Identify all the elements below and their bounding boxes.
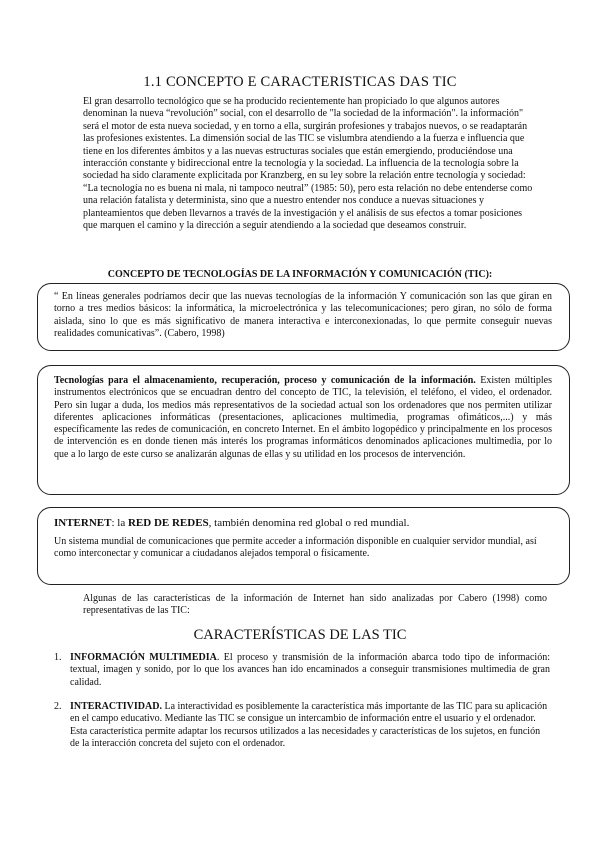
quote-box: [37, 283, 570, 351]
internet-heading: [54, 517, 552, 529]
analysis-paragraph: Algunas de las características de la información de Internet han sido analizadas por Cabero (1998) como representativas de las TIC:: [83, 593, 547, 617]
storage-text: [54, 375, 552, 461]
list-item-title: INTERACTIVIDAD.: [70, 701, 162, 712]
list-item-number: 1.: [54, 652, 62, 663]
intro-paragraph: [83, 96, 533, 232]
internet-red-de-redes: RED DE REDES: [127, 517, 209, 529]
list-item-body: [70, 701, 550, 751]
list-item-text: La interactividad es posiblemente la característica más importante de las TIC para su aplicación en el campo educativo. Mediante las TIC se consigue un intercambio de información entre el usuario y el ordenador. Esta característica permite adaptar los recursos utilizados a las necesidades y características de los sujetos, en función de la interacción concreta del sujeto con el ordenador.: [70, 701, 548, 750]
list-item-title: INFORMACIÓN MULTIMEDIA: [70, 652, 217, 663]
list-item-text: . El proceso y transmisión de la información abarca todo tipo de información: textual, imagen y sonido, por lo que los avances han ido encaminados a conseguir transmisiones multimedia de gran calidad.: [70, 652, 550, 688]
concept-heading: CONCEPTO DE TECNOLOGÍAS DE LA INFORMACIÓN Y COMUNICACIÓN (TIC):: [107, 269, 493, 280]
intro-text: El gran desarrollo tecnológico que se ha producido recientemente han propiciado lo que algunos autores denominan la nueva “revolución” social, con el desarrollo de "la sociedad de la información". la información" será el motor de esta nueva sociedad, y en torno a ella, surgirán profesiones y trabajos nuevos, o se readaptarán las profesiones existentes. La dimensión social de las TIC se vislumbra atendiendo a la fuerza e influencia que tiene en los diferentes ámbitos y a las nuevas estructuras sociales que están emergiendo, produciéndose una interacción constante y bidireccional entre la tecnología y la sociedad. La influencia de la tecnología sobre la sociedad ha sido claramente explicitada por Kranzberg, en su ley sobre la relación entre tecnología y sociedad: “La tecnología no es buena ni mala, ni tampoco neutral” (1985: 50), pero esta relación no debe entenderse como una relación fatalista y determinista, sino que a nuestro entender nos conduce a nuevas situaciones y planteamientos que deben llevarnos a través de la investigación y el análisis de sus efectos a tomar posiciones que marquen el camino y la dirección a seguir atendiendo a la sociedad que deseamos construir.: [83, 96, 533, 232]
internet-description: Un sistema mundial de comunicaciones que permite acceder a información disponible en cualquier servidor mundial, así como interconectar y comunicar a ciudadanos alejados temporal o físicamente.: [54, 536, 537, 560]
internet-label: INTERNET: [54, 517, 112, 529]
quote-text: “ En líneas generales podríamos decir que las nuevas tecnologías de la información Y comunicación son las que giran en torno a tres medios básicos: la informática, la microelectrónica y las telecomunicaciones; pero giran, no sólo de forma aislada, sino lo que es más significativo de manera interactiva e interconexionadas, lo que permite conseguir nuevas realidades comunicativas”. (Cabero, 1998): [54, 291, 552, 339]
storage-bold-lead: Tecnologías para el almacenamiento, recuperación, proceso y comunicación de la información.: [54, 375, 476, 386]
internet-rest: , también denomina red global o red mundial.: [208, 517, 410, 529]
list-item-body: [70, 652, 550, 689]
characteristics-heading: CARACTERÍSTICAS DE LAS TIC: [193, 627, 407, 643]
list-item-number: 2.: [54, 701, 62, 712]
storage-body: Existen múltiples instrumentos electrónicos que se encuadran dentro del concepto de TIC, la televisión, el teléfono, el video, el ordenador. Pero sin lugar a duda, los medios más representativos de la sociedad actual son los ordenadores que nos permiten utilizar diferentes aplicaciones informáticas (presentaciones, aplicaciones multimedia, programas ofimáticos,...) y más específicamente las redes de comunicación, en concreto Internet. En el ámbito logopédico y principalmente en los procesos de intervención es en donde tienen más interés los programas informáticos denominados aplicaciones multimedia, por lo que a lo largo de este curso se analizarán algunas de ellas y su utilidad en los procesos de intervención.: [54, 375, 552, 460]
internet-box: [37, 507, 570, 585]
storage-box: [37, 365, 570, 495]
internet-sep: : la: [111, 517, 128, 529]
page-title: 1.1 CONCEPTO E CARACTERISTICAS DAS TIC: [143, 74, 457, 90]
